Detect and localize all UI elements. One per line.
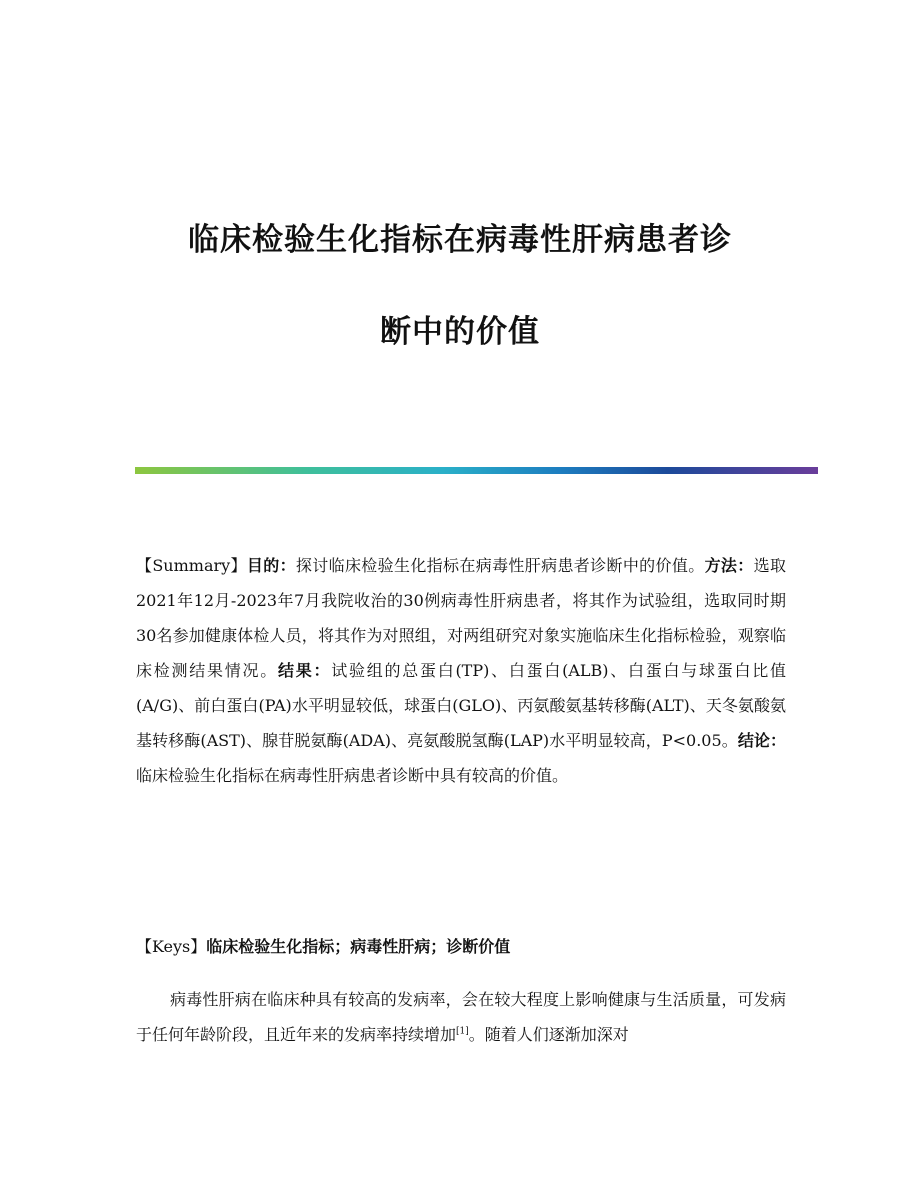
results-label: 结果：: [277, 661, 332, 680]
title-line-1: 临床检验生化指标在病毒性肝病患者诊: [188, 222, 732, 258]
conclusion-text: 临床检验生化指标在病毒性肝病患者诊断中具有较高的价值。: [136, 766, 569, 785]
conclusion-label: 结论：: [737, 731, 786, 750]
keys-text: 临床检验生化指标；病毒性肝病；诊断价值: [206, 937, 511, 956]
objective-label: 目的：: [246, 556, 296, 575]
summary-paragraph: [136, 548, 786, 793]
keys-paragraph: [136, 929, 786, 964]
summary-tag: 【Summary】: [136, 556, 247, 575]
intro-text-continued: 。随着人们逐渐加深对: [468, 1025, 629, 1044]
gradient-divider: [135, 467, 818, 474]
intro-text: 病毒性肝病在临床种具有较高的发病率，会在较大程度上影响健康与生活质量，可发病于任何年龄阶段，且近年来的发病率持续增加: [136, 990, 786, 1044]
results-text: 试验组的总蛋白(TP)、白蛋白(ALB)、白蛋白与球蛋白比值(A/G)、前白蛋白(PA)水平明显较低，球蛋白(GLO)、丙氨酸氨基转移酶(ALT)、天冬氨酸氨基转移酶(AST)、腺苷脱氨酶(ADA)、亮氨酸脱氢酶(LAP)水平明显较高，P<0.05。: [136, 661, 786, 750]
objective-text: 探讨临床检验生化指标在病毒性肝病患者诊断中的价值。: [295, 556, 705, 575]
reference-marker[interactable]: [1]: [456, 1026, 469, 1037]
intro-paragraph: [136, 982, 786, 1052]
keys-tag: 【Keys】: [136, 937, 207, 956]
title-line-2: 断中的价值: [380, 314, 540, 350]
methods-text: 选取2021年12月-2023年7月我院收治的30例病毒性肝病患者，将其作为试验组，选取同时期30名参加健康体检人员，将其作为对照组，对两组研究对象实施临床生化指标检验，观察临床检测结果情况。: [136, 556, 786, 680]
methods-label: 方法：: [704, 556, 754, 575]
